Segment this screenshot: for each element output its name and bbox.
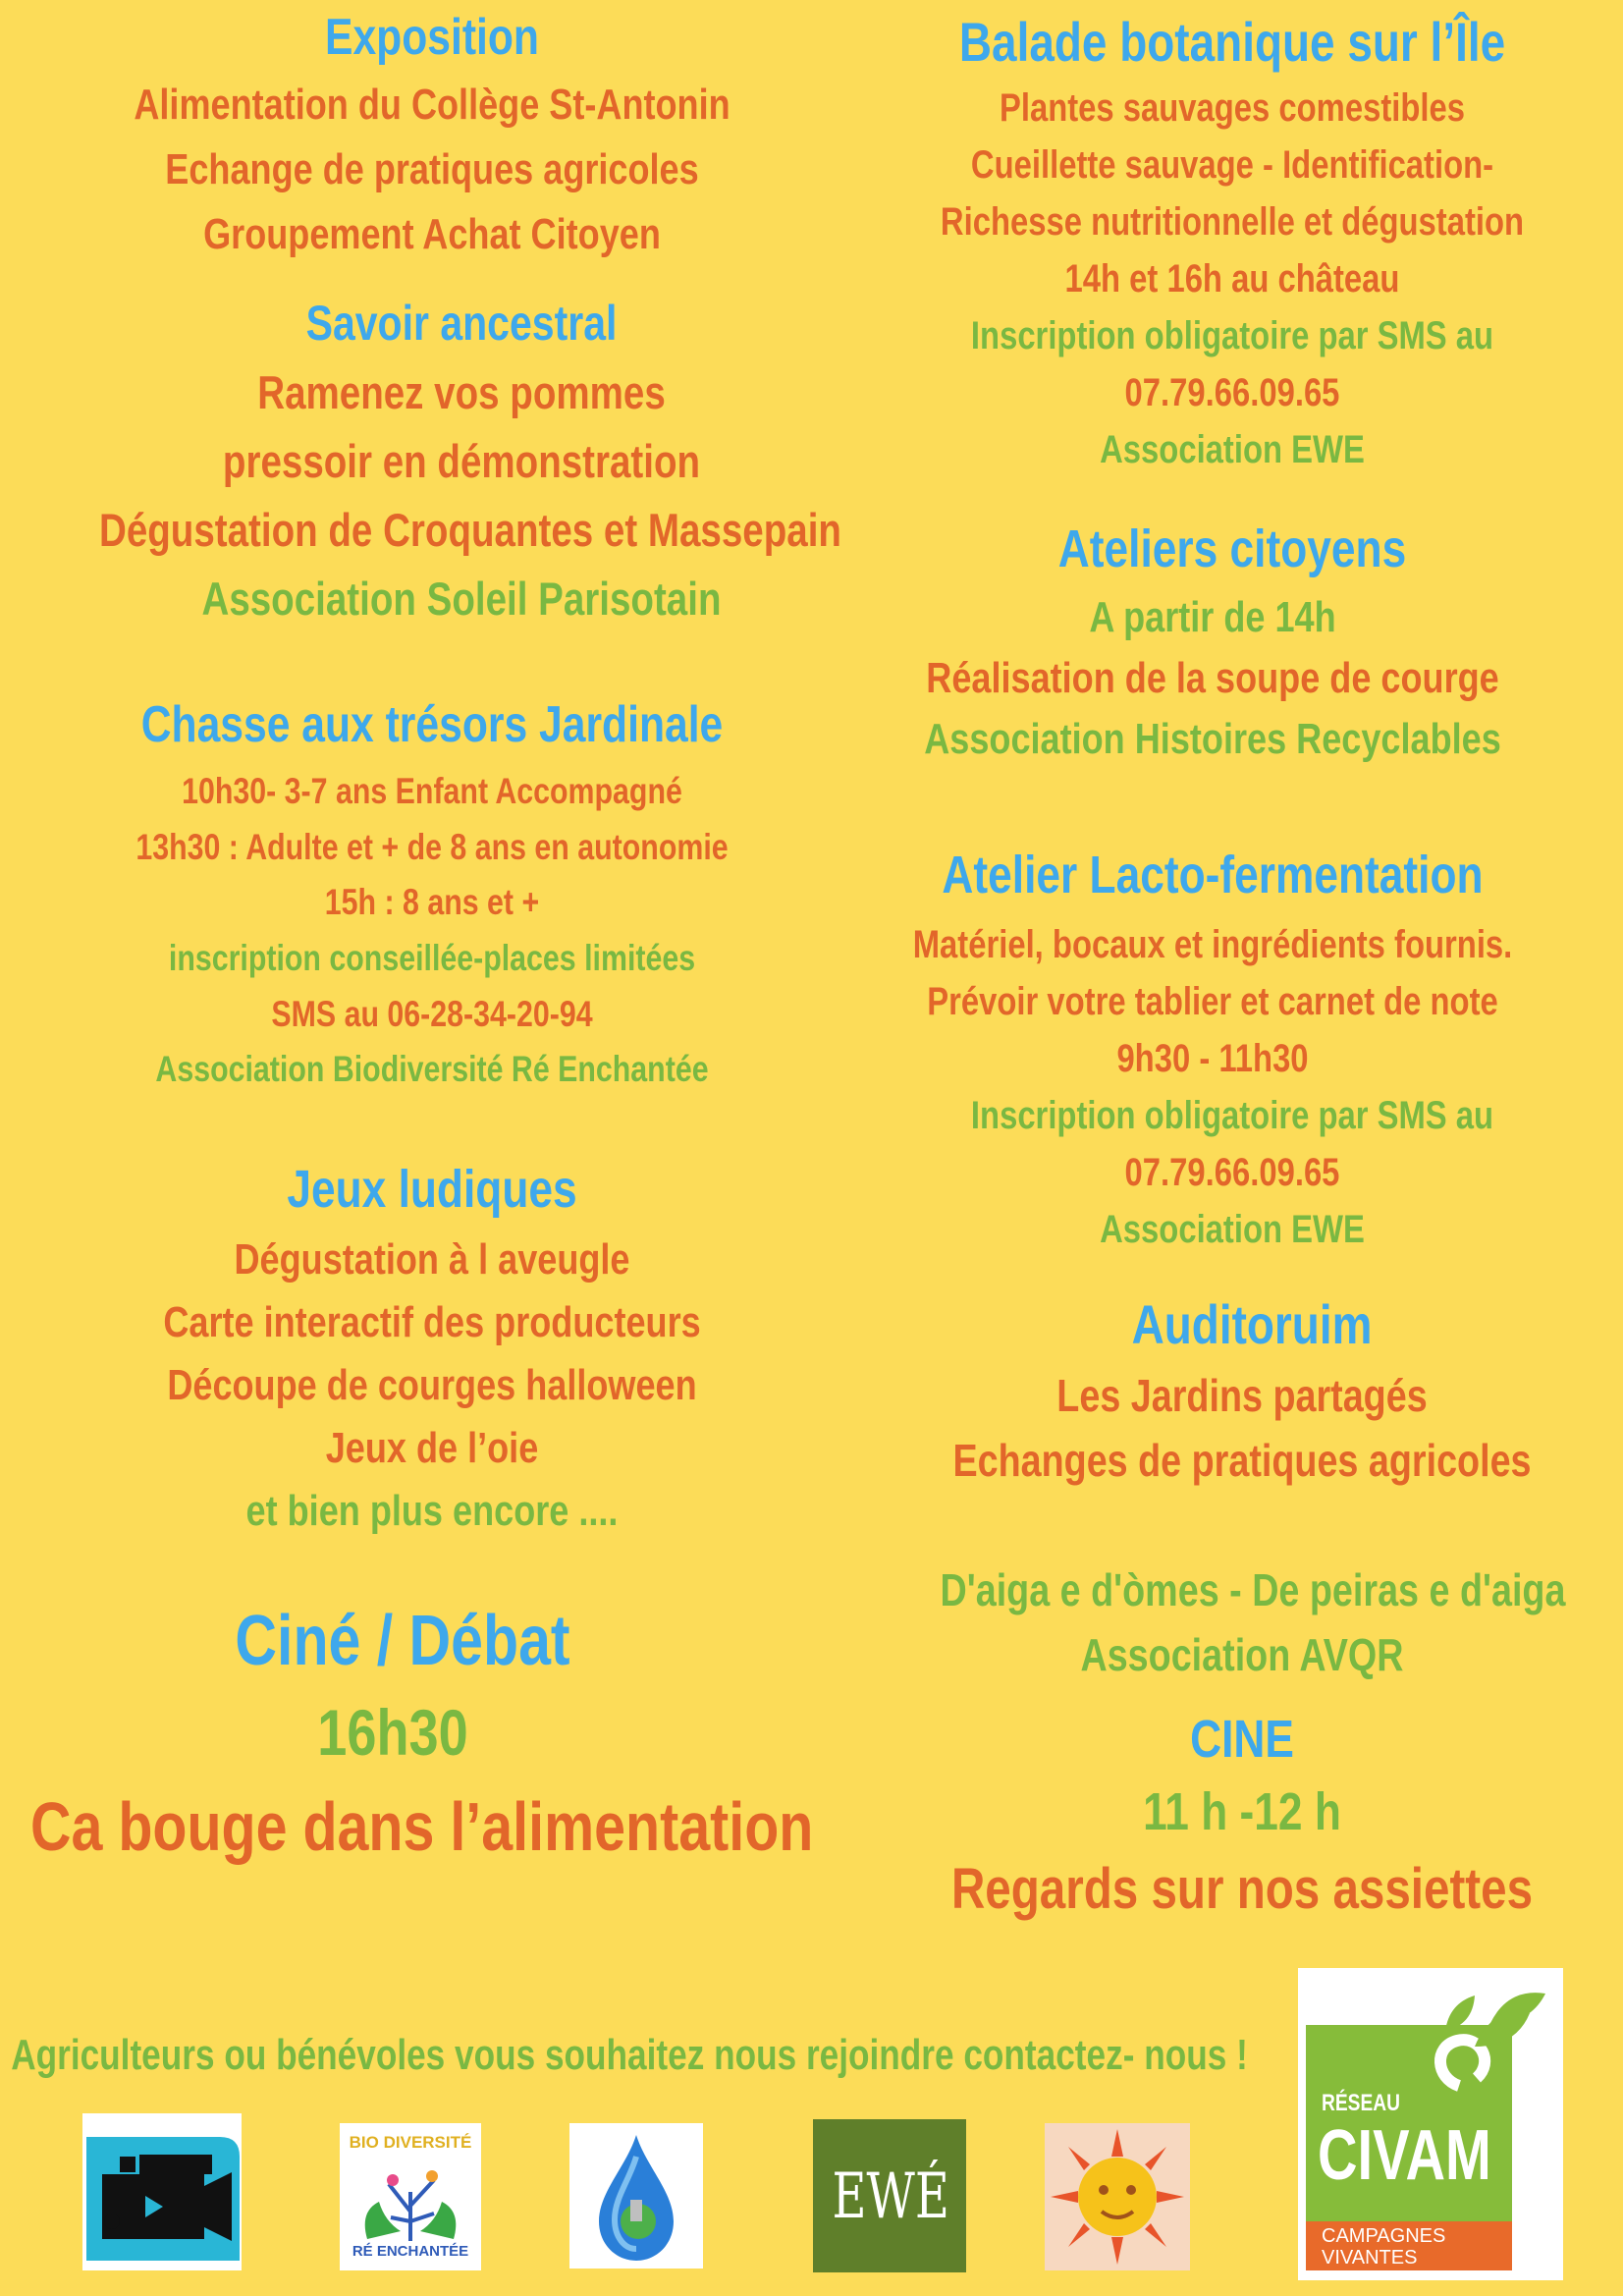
cine-debat-time: 16h30 xyxy=(317,1696,468,1769)
cine-debat-title: Ciné / Débat xyxy=(235,1602,570,1680)
balade-line-3: Richesse nutritionnelle et dégustation xyxy=(940,200,1525,244)
chasse-line-3: 15h : 8 ans et + xyxy=(324,882,540,922)
balade-line-7: Association EWE xyxy=(1100,428,1365,471)
balade-line-5: Inscription obligatoire par SMS au xyxy=(970,314,1494,357)
savoir-title: Savoir ancestral xyxy=(305,296,618,351)
balade-line-6: 07.79.66.09.65 xyxy=(1124,371,1340,414)
lacto-line-1: Matériel, bocaux et ingrédients fournis. xyxy=(912,923,1513,966)
aiga-line-1: D'aiga e d'òmes - De peiras e d'aiga xyxy=(940,1564,1566,1615)
civam-logo xyxy=(1298,1968,1563,2280)
balade-line-2: Cueillette sauvage - Identification- xyxy=(970,143,1494,187)
cine-debat-film: Ca bouge dans l’alimentation xyxy=(30,1788,814,1865)
civam-logo-reseau: RÉSEAU xyxy=(1322,2090,1401,2116)
left-column xyxy=(0,0,884,1925)
chasse-line-6: Association Biodiversité Ré Enchantée xyxy=(155,1049,709,1089)
ewe-logo xyxy=(813,2119,966,2272)
exposition-line-3: Groupement Achat Citoyen xyxy=(203,210,661,258)
exposition-line-2: Echange de pratiques agricoles xyxy=(165,145,699,193)
jeux-title: Jeux ludiques xyxy=(287,1160,577,1219)
jeux-line-3: Découpe de courges halloween xyxy=(167,1361,697,1409)
balade-line-1: Plantes sauvages comestibles xyxy=(999,86,1466,130)
lacto-line-6: Association EWE xyxy=(1100,1208,1365,1251)
ateliers-title: Ateliers citoyens xyxy=(1057,519,1407,578)
lacto-line-3: 9h30 - 11h30 xyxy=(1116,1037,1309,1080)
video-camera-icon xyxy=(82,2113,242,2270)
chasse-line-5: SMS au 06-28-34-20-94 xyxy=(271,994,593,1034)
aiga-line-2: Association AVQR xyxy=(1080,1629,1404,1680)
auditorium-line-2: Echanges de pratiques agricoles xyxy=(952,1435,1532,1486)
cine-film: Regards sur nos assiettes xyxy=(950,1857,1534,1921)
chasse-title: Chasse aux trésors Jardinale xyxy=(140,696,724,753)
savoir-line-2: pressoir en démonstration xyxy=(222,435,701,487)
savoir-line-1: Ramenez vos pommes xyxy=(257,366,666,418)
biodiversite-logo xyxy=(340,2123,481,2270)
savoir-line-4: Association Soleil Parisotain xyxy=(201,573,722,625)
auditorium-line-1: Les Jardins partagés xyxy=(1056,1370,1428,1421)
footer-call-text: Agriculteurs ou bénévoles vous souhaitez nous rejoindre contactez- nous ! xyxy=(11,2031,1248,2079)
civam-logo-civam: CIVAM xyxy=(1318,2116,1491,2195)
ateliers-line-3: Association Histoires Recyclables xyxy=(924,715,1501,763)
civam-logo-campagnes: CAMPAGNES xyxy=(1322,2225,1446,2247)
chasse-line-1: 10h30- 3-7 ans Enfant Accompagné xyxy=(182,771,682,811)
right-column xyxy=(864,0,1600,1925)
biodiversite-logo-text-top: BIO DIVERSITÉ xyxy=(349,2133,472,2152)
savoir-line-3: Dégustation de Croquantes et Massepain xyxy=(99,504,841,556)
lacto-title: Atelier Lacto-fermentation xyxy=(942,846,1484,904)
ateliers-line-1: A partir de 14h xyxy=(1089,593,1336,641)
jeux-line-1: Dégustation à l aveugle xyxy=(234,1235,630,1284)
water-drop-logo xyxy=(569,2123,703,2269)
cine-title: CINE xyxy=(1190,1710,1294,1769)
auditorium-title: Auditoruim xyxy=(1131,1293,1373,1355)
civam-logo-vivantes: VIVANTES xyxy=(1322,2247,1418,2269)
ateliers-line-2: Réalisation de la soupe de courge xyxy=(926,654,1499,702)
jeux-line-4: Jeux de l’oie xyxy=(325,1424,539,1472)
chasse-line-4: inscription conseillée-places limitées xyxy=(168,938,696,978)
jeux-line-2: Carte interactif des producteurs xyxy=(163,1298,701,1346)
ewe-logo-text: EWÉ xyxy=(832,2160,949,2233)
chasse-line-2: 13h30 : Adulte et + de 8 ans en autonomie xyxy=(135,827,729,867)
jeux-line-5: et bien plus encore .... xyxy=(245,1487,619,1535)
lacto-line-5: 07.79.66.09.65 xyxy=(1124,1151,1340,1194)
balade-line-4: 14h et 16h au château xyxy=(1064,257,1400,301)
exposition-title: Exposition xyxy=(325,9,539,66)
lacto-line-2: Prévoir votre tablier et carnet de note xyxy=(927,980,1498,1023)
biodiversite-logo-text-bottom: RÉ ENCHANTÉE xyxy=(352,2243,469,2260)
cine-time: 11 h -12 h xyxy=(1143,1782,1341,1841)
exposition-line-1: Alimentation du Collège St-Antonin xyxy=(134,81,730,129)
lacto-line-4: Inscription obligatoire par SMS au xyxy=(970,1094,1494,1137)
balade-title: Balade botanique sur l’Île xyxy=(958,11,1506,73)
sun-logo xyxy=(1045,2123,1190,2270)
